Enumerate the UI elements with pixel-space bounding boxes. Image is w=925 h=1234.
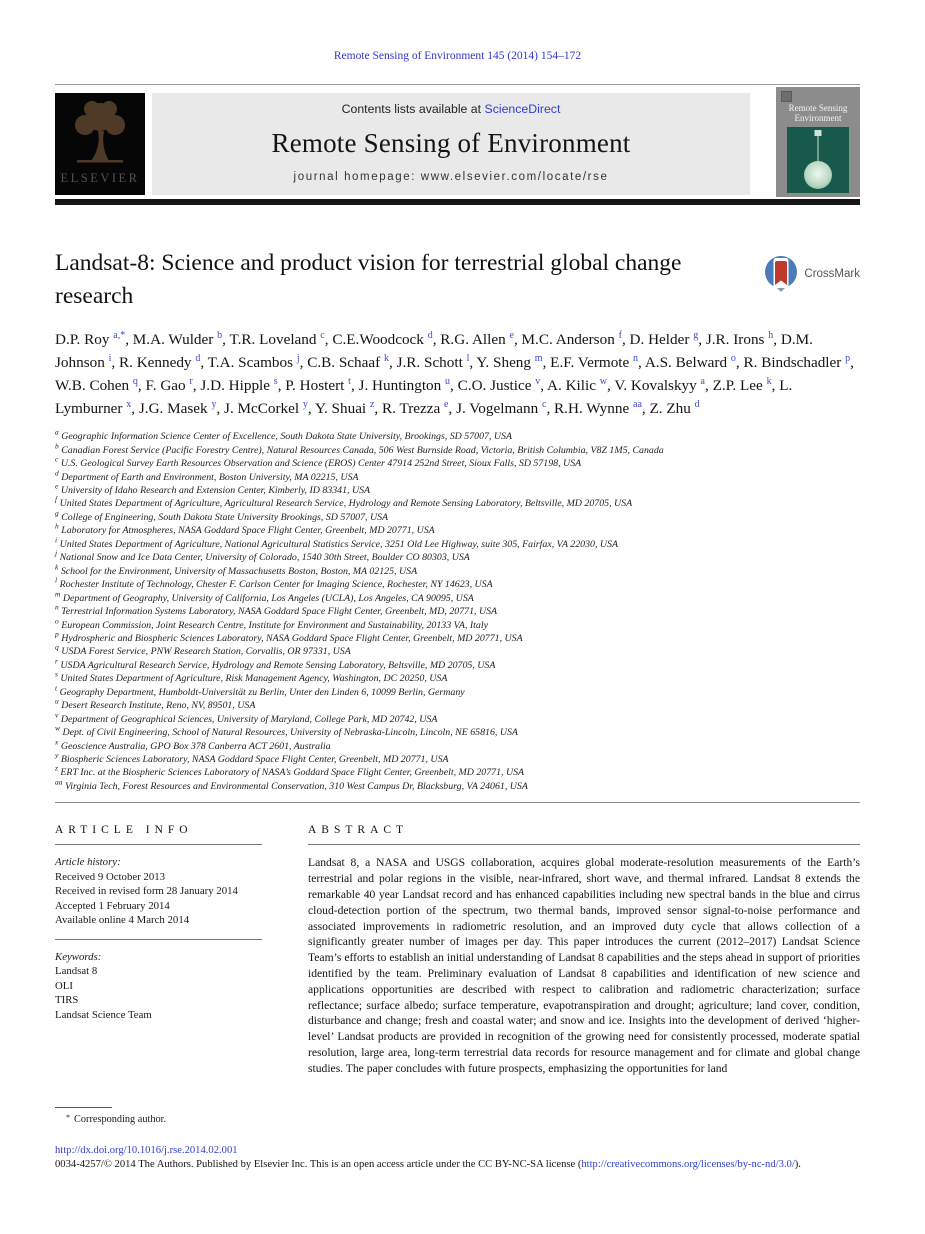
author-affiliation-superscript: l [466, 352, 470, 364]
affiliation: $^p$ Hydrospheric and Biospheric Sciences Laboratory, NASA Goddard Space Flight Center, Greenbelt, MD 20771, USA [55, 629, 523, 644]
copyright-line [55, 1159, 860, 1170]
author: R. Kennedy $^d$, [118, 352, 208, 371]
author: J.D. Hipple $^s$, [200, 375, 286, 394]
author: R.G. Allen $^e$, [440, 329, 522, 348]
affiliation-superscript: g [55, 508, 59, 518]
author-affiliation-superscript: c [320, 329, 325, 341]
author-affiliation-superscript: k [383, 352, 389, 364]
list-line: Accepted 1 February 2014 [55, 899, 170, 912]
footnote-text: Corresponding author. [74, 1113, 167, 1125]
cover-title-line2: Environment [794, 113, 842, 123]
license-link[interactable]: http://creativecommons.org/licenses/by-nc-nd/3.0/ [581, 1158, 795, 1170]
info-abstract-columns [55, 824, 860, 1076]
author: E.F. Vermote $^n$, [550, 352, 645, 371]
affiliation-superscript: l [55, 575, 58, 585]
author: M.C. Anderson $^f$, [521, 329, 630, 348]
affiliation-superscript: b [55, 441, 59, 451]
affiliation: $^o$ European Commission, Joint Research Centre, Institute for Environment and Sustainability, 20133 VA, Italy [55, 616, 488, 631]
author-affiliation-superscript: a [700, 375, 705, 387]
author-affiliation-superscript: j [296, 352, 300, 364]
author-affiliation-superscript: c [542, 399, 547, 410]
copyright-text: 0034-4257/© 2014 The Authors. Published by Elsevier Inc. This is an open access article under the CC BY-NC-SA license ( [55, 1158, 582, 1170]
list-line: Available online 4 March 2014 [55, 914, 190, 927]
affiliation-superscript: r [55, 656, 58, 666]
author: W.B. Cohen $^q$, [55, 375, 146, 394]
header-divider-bar [55, 199, 860, 205]
journal-banner [152, 93, 750, 195]
author-affiliation-superscript: g [693, 329, 699, 341]
section-divider-rule [55, 802, 860, 803]
author: C.B. Schaaf $^k$, [307, 352, 397, 371]
affiliation: $^z$ ERT Inc. at the Biospheric Sciences Laboratory of NASA’s Goddard Space Flight Center, Greenbelt, MD 20771, USA [55, 764, 525, 779]
footnote-block [55, 1107, 860, 1125]
affiliation-superscript: j [55, 548, 58, 558]
journal-header [55, 84, 860, 196]
author-affiliation-superscript: o [730, 352, 736, 364]
crossmark-badge[interactable] [764, 255, 860, 293]
journal-title: Remote Sensing of Environment [271, 128, 631, 158]
affiliation: $^v$ Department of Geographical Sciences, University of Maryland, College Park, MD 20742, USA [55, 710, 438, 725]
affiliation-superscript: m [55, 589, 61, 599]
cover-title [776, 103, 860, 124]
sciencedirect-link[interactable]: ScienceDirect [484, 102, 561, 116]
author-affiliation-superscript: r [189, 375, 193, 387]
author: R.H. Wynne $^{aa}$, [554, 399, 650, 418]
crossmark-icon [764, 255, 798, 293]
affiliation: $^q$ USDA Forest Service, PNW Research Station, Corvallis, OR 97331, USA [55, 643, 351, 658]
author-affiliation-superscript: m [534, 352, 543, 364]
affiliation: $^y$ Biospheric Sciences Laboratory, NASA Goddard Space Flight Center, Greenbelt, MD 20771, USA [55, 750, 449, 766]
affiliation-superscript: d [55, 468, 59, 478]
author: T.A. Scambos $^j$, [207, 352, 308, 371]
elsevier-wordmark: ELSEVIER [60, 171, 140, 185]
author-affiliation-superscript: k [766, 375, 772, 387]
affiliation: $^g$ College of Engineering, South Dakota State University Brookings, SD 57007, USA [55, 508, 389, 523]
author-affiliation-superscript: b [217, 329, 223, 341]
affiliation-superscript: w [55, 723, 61, 733]
footnote-asterisk: * [66, 1112, 70, 1122]
cover-art-pendulum-icon [787, 127, 849, 193]
affiliation-superscript: e [55, 481, 59, 491]
affiliation-superscript: o [55, 616, 59, 626]
author-affiliation-superscript: y [211, 399, 217, 410]
affiliation: $^i$ United States Department of Agriculture, National Agricultural Statistics Service, 3251 Old Lee Highway, suite 305, Fairfax, VA 22030, USA [55, 535, 618, 550]
affiliation: $^e$ University of Idaho Research and Extension Center, Kimberly, ID 83341, USA [55, 481, 371, 496]
author-affiliation-superscript: v [535, 375, 541, 387]
affiliation: $^h$ Laboratory for Atmospheres, NASA Goddard Space Flight Center, Greenbelt, MD 20771, USA [55, 522, 435, 537]
cover-publisher-mark-icon [781, 91, 792, 102]
article-info-heading: ARTICLE INFO [55, 824, 193, 837]
list-line: Landsat Science Team [55, 1008, 152, 1021]
author-affiliation-superscript: e [509, 329, 514, 341]
abstract-column [308, 824, 860, 1076]
affiliation: $^u$ Desert Research Institute, Reno, NV, 89501, USA [55, 696, 256, 712]
author-list [55, 328, 860, 420]
article-info-column [55, 824, 262, 1076]
affiliation: $^m$ Department of Geography, University of California, Los Angeles (UCLA), Los Angeles, CA 90095, USA [55, 589, 474, 604]
affiliation: $^t$ Geography Department, Humboldt-Universität zu Berlin, Unter den Linden 6, 10099 Berlin, Germany [55, 683, 465, 698]
author-affiliation-superscript: d [195, 352, 201, 364]
contents-prefix: Contents lists available at [341, 102, 482, 116]
author: D.P. Roy $^{a,*}$, [55, 329, 133, 348]
affiliation-superscript: c [55, 454, 59, 464]
author-affiliation-superscript: i [108, 352, 112, 364]
affiliation: $^f$ United States Department of Agriculture, Agricultural Research Service, Hydrology and Remote Sensing Laboratory, Beltsville, MD 20705, USA [55, 495, 633, 510]
author-affiliation-superscript: h [768, 329, 774, 341]
elsevier-logo[interactable] [55, 93, 145, 195]
author-affiliation-superscript: p [845, 352, 851, 364]
author-affiliation-superscript: s [273, 375, 278, 387]
author: D.M. Johnson $^i$, [55, 330, 813, 371]
affiliation-superscript: h [55, 522, 59, 532]
affiliation-superscript: z [55, 764, 58, 774]
author: Z.P. Lee $^k$, [712, 375, 780, 394]
affiliation: $^{aa}$ Virginia Tech, Forest Resources and Environmental Conservation, 310 West Campus Dr, Blacksburg, VA 24061, USA [55, 777, 528, 792]
affiliation-superscript: i [55, 535, 58, 545]
article-info-rule [55, 844, 262, 845]
author: J. Huntington $^u$, [358, 375, 458, 394]
author-affiliation-superscript: d [694, 399, 700, 410]
author-affiliation-superscript: f [618, 329, 622, 341]
affiliation-superscript: x [55, 737, 59, 747]
author-affiliation-superscript: a,* [113, 329, 126, 341]
author: F. Gao $^r$, [145, 375, 201, 394]
author: A. Kilic $^w$, [547, 375, 615, 394]
affiliation: $^w$ Dept. of Civil Engineering, School of Natural Resources, University of Nebraska-Lincoln, Lincoln, NE 65816, USA [55, 723, 518, 739]
author: J. Vogelmann $^c$, [456, 399, 555, 418]
author-affiliation-superscript: e [444, 399, 449, 410]
author: R. Bindschadler $^p$, [743, 352, 854, 371]
list-line: Received in revised form 28 January 2014 [55, 885, 238, 898]
affiliation: $^b$ Canadian Forest Service (Pacific Forestry Centre), Natural Resources Canada, 506 West Burnside Road, Victoria, British Columbia, V8Z 1M5, Canada [55, 441, 664, 456]
author: Z. Zhu $^d$ [649, 399, 700, 418]
keywords-list [55, 964, 262, 1022]
affiliation: $^x$ Geoscience Australia, GPO Box 378 Canberra ACT 2601, Australia [55, 737, 331, 752]
author-affiliation-superscript: t [348, 375, 351, 387]
contents-line [342, 102, 561, 116]
footnote-rule [55, 1107, 112, 1108]
abstract-text: Landsat 8, a NASA and USGS collaboration, acquires global moderate-resolution measurements of the Earth’s terrestrial and polar regions in the visible, near-infrared, short wave, and thermal infrared. Landsat 8 extends the remarkable 40 year Landsat record and has enhanced capabilities including new spectral bands in the blue and cirrus cloud-detection portion of the spectrum, two thermal bands, improved sensor signal-to-noise performance and associated improvements in radiometric resolution, and an improved duty cycle that allows collection of a significantly greater number of images per day. This paper introduces the current (2012–2017) Landsat Science Team’s efforts to establish an initial understanding of Landsat 8 capabilities and the steps ahead in support of priorities identified by the team. Preliminary evaluation of Landsat 8 capabilities and identification of new science and applications opportunities are described with respect to calibration and radiometric characterization; surface reflectance; surface albedo; surface temperature, evapotranspiration and drought; agriculture; land cover, condition, disturbance and change; fresh and coastal water; and snow and ice. Insights into the development of derived ‘higher-level’ Landsat products are provided in recognition of the growing need for consistently processed, moderate spatial resolution, large area, long-term terrestrial data records for resource management and for climate and global change studies. The paper concludes with future prospects, emphasizing the opportunities for land [308, 856, 860, 1075]
author: P. Hostert $^t$, [285, 375, 359, 394]
author-affiliation-superscript: n [633, 352, 639, 364]
affiliation-superscript: aa [55, 777, 63, 787]
list-line: TIRS [55, 994, 79, 1007]
article-title: Landsat-8: Science and product vision for terrestrial global change research [55, 250, 682, 309]
author: Y. Shuai $^z$, [314, 399, 382, 418]
author-affiliation-superscript: y [302, 399, 308, 410]
author: L. Lymburner $^x$, [55, 376, 793, 418]
doi-link[interactable]: http://dx.doi.org/10.1016/j.rse.2014.02.001 [55, 1144, 238, 1156]
affiliation: $^a$ Geographic Information Science Center of Excellence, South Dakota State University, Brookings, SD 57007, USA [55, 427, 512, 443]
affiliation-superscript: f [55, 495, 58, 505]
author: J. McCorkel $^y$, [224, 399, 315, 418]
affiliation-superscript: q [55, 643, 59, 653]
affiliation-superscript: u [55, 696, 59, 706]
author-affiliation-superscript: u [445, 375, 451, 387]
journal-homepage-link[interactable]: journal homepage: www.elsevier.com/locate/rse [293, 171, 609, 183]
author: J.R. Irons $^h$, [705, 329, 781, 348]
author-affiliation-superscript: x [126, 399, 132, 410]
affiliation-superscript: y [55, 750, 59, 760]
author: V. Kovalskyy $^a$, [614, 375, 713, 394]
affiliation: $^r$ USDA Agricultural Research Service, Hydrology and Remote Sensing Laboratory, Beltsville, MD 20705, USA [55, 656, 496, 671]
author: C.E.Woodcock $^d$, [332, 329, 441, 348]
author: M.A. Wulder $^b$, [132, 329, 230, 348]
abstract-rule [308, 844, 860, 845]
author: D. Helder $^g$, [629, 329, 706, 348]
affiliation-superscript: t [55, 683, 58, 693]
author: Y. Sheng $^m$, [476, 352, 551, 371]
list-line: Received 9 October 2013 [55, 870, 166, 883]
affiliation-superscript: k [55, 562, 59, 572]
affiliation: $^l$ Rochester Institute of Technology, Chester F. Carlson Center for Imaging Science, Rochester, NY 14623, USA [55, 575, 493, 591]
title-row [55, 247, 860, 313]
author: J.G. Masek $^y$, [138, 399, 225, 418]
article-history-label: Article history: [55, 856, 121, 869]
author: C.O. Justice $^v$, [457, 375, 548, 394]
affiliation: $^k$ School for the Environment, University of Massachusetts Boston, Boston, MA 02125, USA [55, 562, 418, 577]
author-affiliation-superscript: z [369, 399, 375, 410]
abstract-heading: ABSTRACT [308, 824, 409, 837]
keywords-rule [55, 939, 262, 940]
list-line: Landsat 8 [55, 965, 98, 978]
copyright-suffix: ). [794, 1158, 801, 1170]
affiliation: $^j$ National Snow and Ice Data Center, University of Colorado, 1540 30th Street, Boulder CO 80303, USA [55, 548, 470, 564]
author-affiliation-superscript: w [599, 375, 607, 387]
author: J.R. Schott $^l$, [396, 352, 477, 371]
author-affiliation-superscript: d [427, 329, 433, 341]
affiliation: $^c$ U.S. Geological Survey Earth Resources Observation and Science (EROS) Center 47914 252nd Street, Sioux Falls, SD 57198, USA [55, 454, 582, 470]
affiliation: $^n$ Terrestrial Information Systems Laboratory, NASA Goddard Space Flight Center, Greenbelt, MD, 20771, USA [55, 602, 498, 618]
affiliation-superscript: s [55, 670, 58, 680]
author-affiliation-superscript: q [132, 375, 138, 387]
journal-cover-thumbnail[interactable] [776, 87, 860, 197]
author-affiliation-superscript: aa [633, 399, 642, 410]
article-history-list [55, 870, 262, 928]
list-line: OLI [55, 979, 73, 992]
affiliation-list [55, 427, 860, 793]
affiliation-superscript: v [55, 710, 59, 720]
author: R. Trezza $^e$, [382, 399, 457, 418]
author: A.S. Belward $^o$, [644, 352, 744, 371]
affiliation: $^s$ United States Department of Agriculture, Risk Management Agency, Washington, DC 20250, USA [55, 670, 448, 685]
corresponding-author-note [55, 1113, 860, 1125]
author: T.R. Loveland $^c$, [229, 329, 333, 348]
affiliation: $^d$ Department of Earth and Environment, Boston University, MA 02215, USA [55, 468, 359, 483]
crossmark-label: CrossMark [804, 268, 860, 280]
affiliation-superscript: p [55, 629, 59, 639]
affiliation-superscript: n [55, 602, 59, 612]
journal-citation-link[interactable]: Remote Sensing of Environment 145 (2014) 154–172 [333, 50, 582, 62]
affiliation-superscript: a [55, 427, 59, 437]
cover-title-line1: Remote Sensing [788, 102, 848, 113]
keywords-label: Keywords: [55, 950, 102, 963]
elsevier-tree-icon [69, 97, 131, 173]
